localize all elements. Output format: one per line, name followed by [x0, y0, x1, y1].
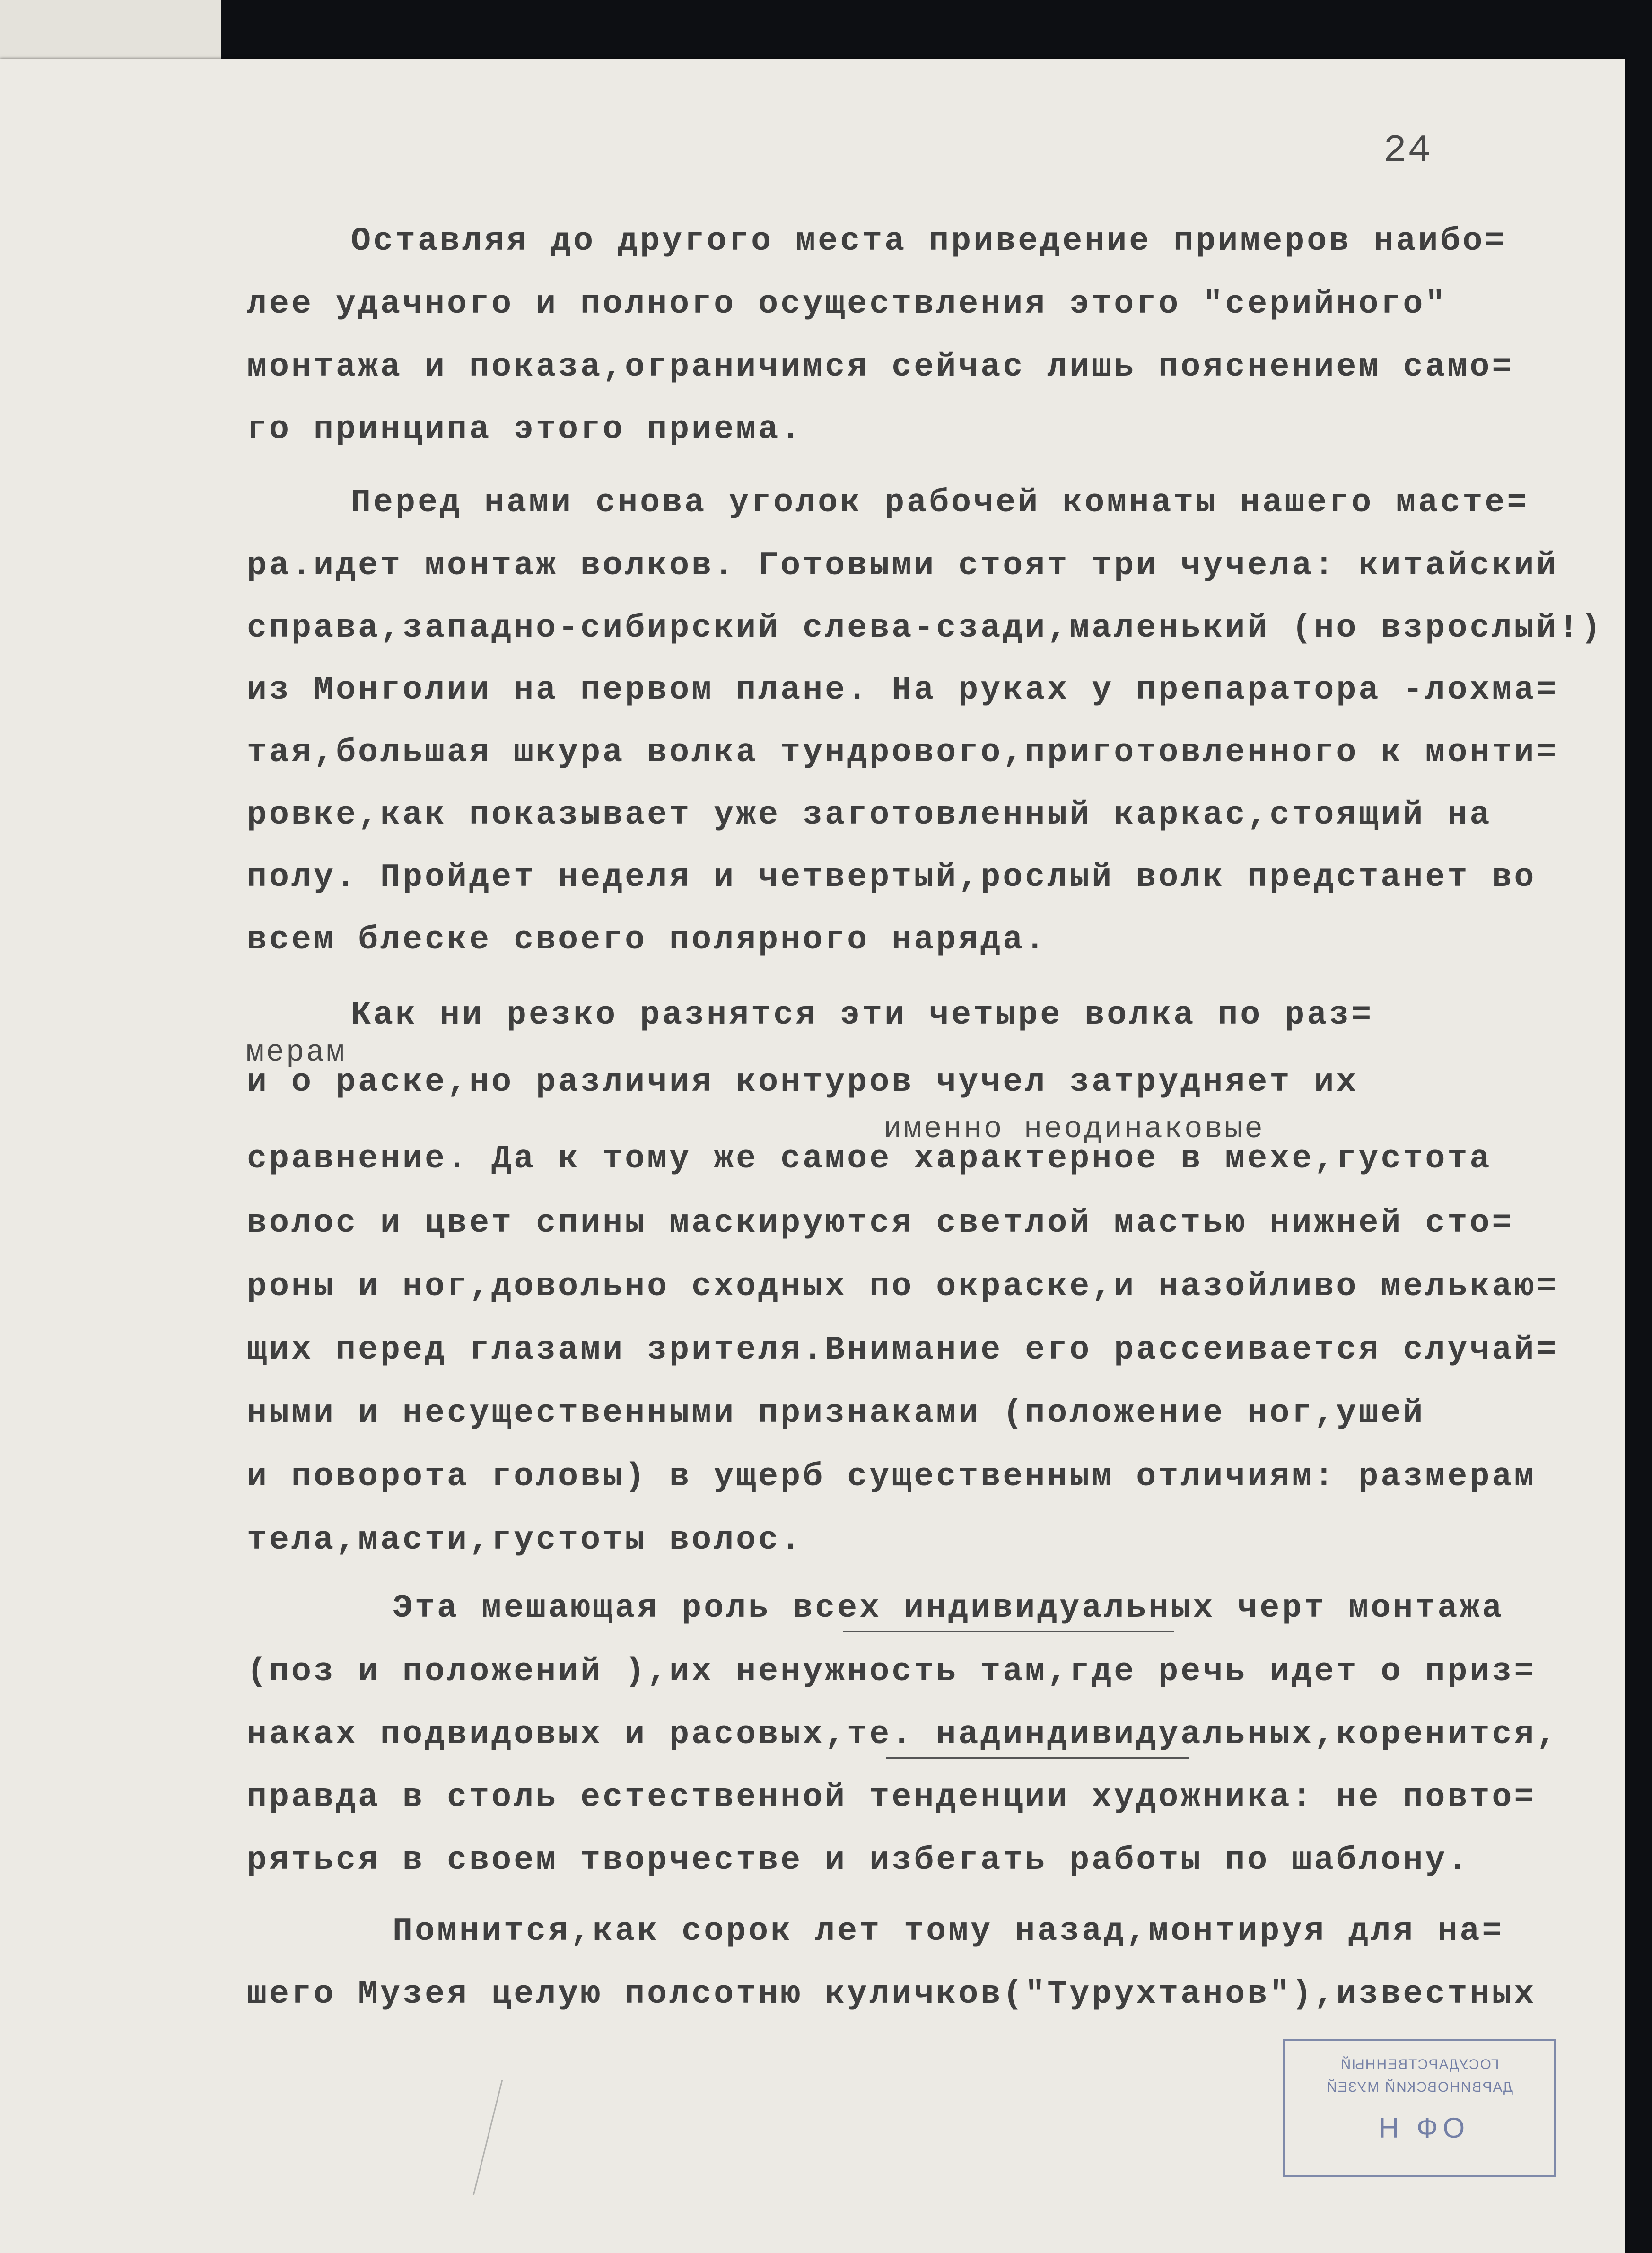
text-line: наках подвидовых и расовых,те. надиндивидуальных,коренится, — [247, 1716, 1559, 1753]
text-line: лее удачного и полного осуществления этого "серийного" — [247, 286, 1448, 323]
text-line: Оставляя до другого места приведение примеров наибо= — [351, 223, 1507, 260]
text-line: всем блеске своего полярного наряда. — [247, 921, 1048, 959]
text-line: из Монголии на первом плане. На руках у препаратора -лохма= — [247, 672, 1559, 709]
text-line: Перед нами снова уголок рабочей комнаты нашего масте= — [351, 484, 1530, 522]
text-line: справа,западно-сибирский слева-сзади,маленький (но взрослый!) — [247, 610, 1603, 647]
underline — [843, 1631, 1174, 1632]
text-line: и поворота головы) в ущерб существенным отличиям: размерам — [247, 1458, 1537, 1496]
text-line: Как ни резко разнятся эти четыре волка по раз= — [351, 997, 1374, 1034]
text-line: Эта мешающая роль всех индивидуальных черт монтажа — [393, 1590, 1504, 1627]
text-line: правда в столь естественной тенденции художника: не повто= — [247, 1779, 1537, 1816]
text-line: щих перед глазами зрителя.Внимание его рассеивается случай= — [247, 1332, 1559, 1369]
text-line: ряться в своем творчестве и избегать работы по шаблону. — [247, 1842, 1470, 1879]
stamp-line: ДАРВИНОВСКИЙ МУЗЕЙ — [1326, 2079, 1513, 2095]
underline — [886, 1757, 1189, 1759]
text-line: (поз и положений ),их ненужность там,где речь идет о приз= — [247, 1653, 1537, 1691]
text-line: сравнение. Да к тому же самое характерное в мехе,густота — [247, 1140, 1492, 1178]
text-line: ровке,как показывает уже заготовленный каркас,стоящий на — [247, 797, 1492, 834]
stamp-line: ОФ Н — [1373, 2112, 1465, 2144]
text-line: ными и несущественными признаками (положение ног,ушей — [247, 1395, 1425, 1432]
text-line: полу. Пройдет неделя и четвертый,рослый волк предстанет во — [247, 859, 1537, 896]
text-line: тая,большая шкура волка тундрового,приготовленного к монти= — [247, 734, 1559, 771]
text-line: шего Музея целую полсотню куличков("Турухтанов"),известных — [247, 1976, 1537, 2013]
text-line: Помнится,как сорок лет тому назад,монтируя для на= — [393, 1913, 1504, 1950]
text-line: го принципа этого приема. — [247, 411, 803, 448]
typed-insertion: именно неодинаковые — [883, 1113, 1265, 1147]
text-line: ра.идет монтаж волков. Готовыми стоят три чучела: китайский — [247, 547, 1559, 585]
text-line: тела,масти,густоты волос. — [247, 1522, 803, 1559]
text-line: монтажа и показа,ограничимся сейчас лишь пояснением само= — [247, 349, 1514, 386]
page-number: 24 — [1383, 129, 1432, 173]
museum-stamp — [1283, 2039, 1556, 2177]
typewritten-page — [0, 59, 1625, 2253]
stamp-line: ГОСУДАРСТВЕННЫЙ — [1339, 2057, 1499, 2072]
handwritten-correction: мерам — [246, 1036, 347, 1070]
text-line: роны и ног,довольно сходных по окраске,и назойливо мелькаю= — [247, 1268, 1559, 1306]
text-line: волос и цвет спины маскируются светлой мастью нижней сто= — [247, 1205, 1514, 1242]
text-line: и о раске,но различия контуров чучел затрудняет их — [247, 1064, 1359, 1101]
underlying-sheet — [0, 0, 221, 59]
pencil-mark — [473, 2080, 503, 2195]
